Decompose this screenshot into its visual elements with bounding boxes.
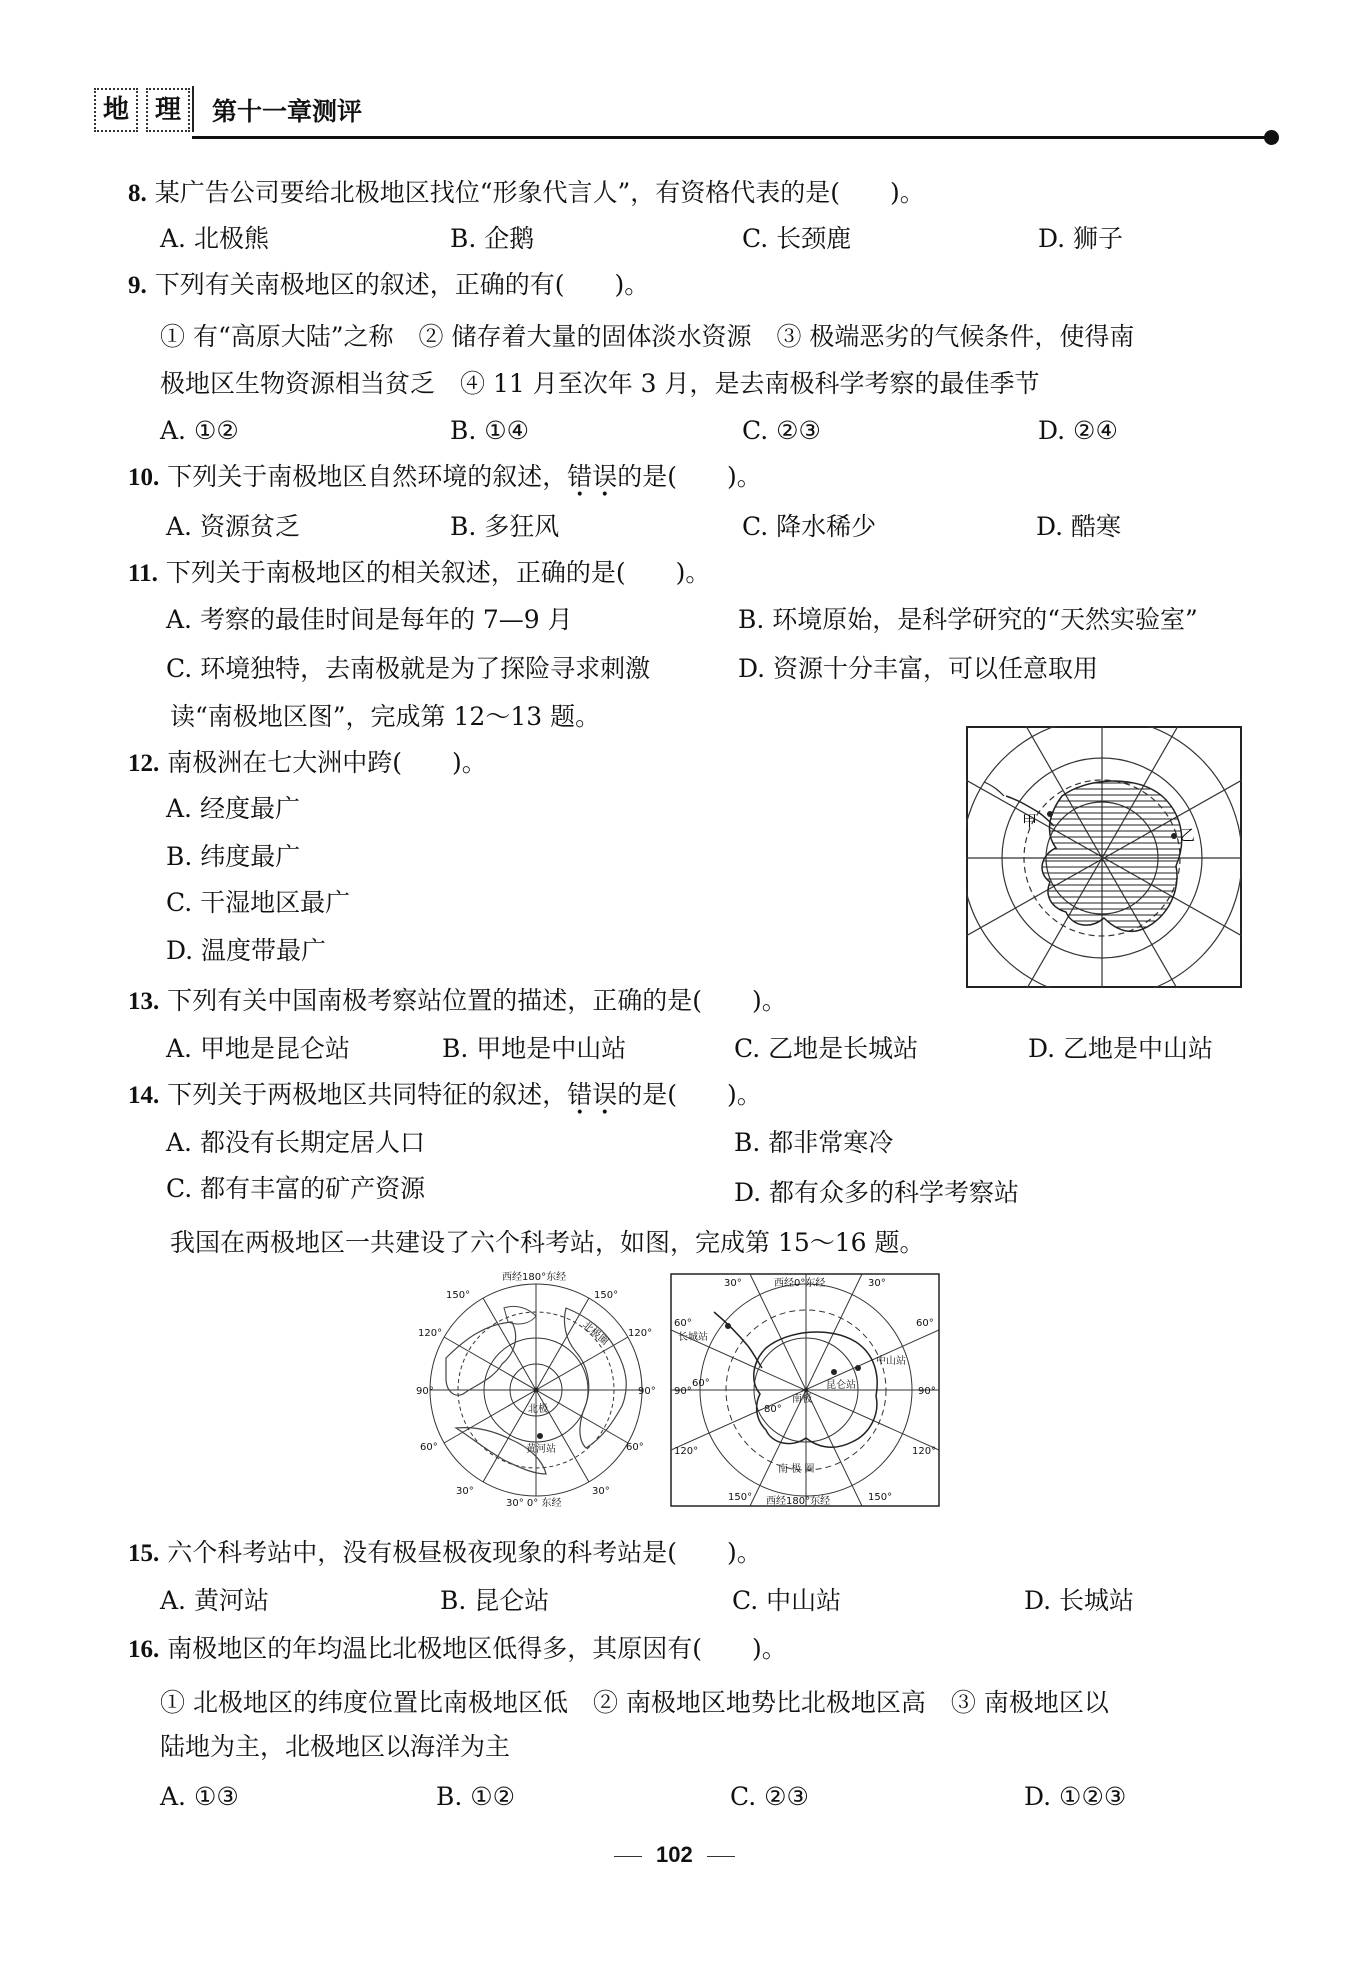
question-number: 11.: [128, 560, 158, 587]
page-number: [600, 1842, 749, 1868]
south-lon-label: 150°: [728, 1492, 753, 1503]
q14-option-b: B. 都非常寒冷: [734, 1128, 894, 1157]
header-rule: [192, 136, 1272, 139]
question-number: 14.: [128, 1082, 160, 1109]
q10-option-c: C. 降水稀少: [742, 512, 877, 541]
q11-option-b: B. 环境原始，是科学研究的“天然实验室”: [738, 605, 1198, 634]
q9-statement-line1: ① 有“高原大陆”之称 ② 储存着大量的固体淡水资源 ③ 极端恶劣的气候条件，使得南: [160, 322, 1135, 351]
q13-option-c: C. 乙地是长城站: [734, 1034, 919, 1063]
q9-statement-line2: 极地区生物资源相当贫乏 ④ 11 月至次年 3 月，是去南极科学考察的最佳季节: [160, 369, 1040, 398]
q16-option-a: A. ①③: [160, 1782, 239, 1811]
kunlun-station-label: 昆仑站: [826, 1380, 856, 1391]
arctic-lon-label: 30°: [592, 1486, 610, 1497]
q16-statement-line2: 陆地为主，北极地区以海洋为主: [160, 1732, 511, 1761]
question-stem: 下列关于两极地区共同特征的叙述，: [167, 1080, 568, 1109]
question-10: [128, 460, 762, 495]
south-bottom-label: 西经180°东经: [766, 1496, 831, 1507]
question-12: [128, 746, 487, 781]
north-pole-label: 北极: [528, 1404, 548, 1415]
great-wall-station-label: 长城站: [678, 1332, 708, 1343]
arctic-lon-label: 90°: [638, 1386, 656, 1397]
question-stem: 下列有关中国南极考察站位置的描述，正确的是( )。: [167, 986, 787, 1015]
q8-option-d: D. 狮子: [1038, 224, 1124, 253]
q9-option-d: D. ②④: [1038, 416, 1118, 445]
arctic-lon-label: 150°: [446, 1290, 471, 1301]
header-dot: [1264, 130, 1279, 145]
emphasis-char: 误: [592, 1080, 618, 1109]
question-stem-end: 的是( )。: [617, 462, 762, 491]
south-lon-label: 90°: [674, 1386, 692, 1397]
arctic-top-label: 西经180°东经: [502, 1272, 567, 1283]
question-14: [128, 1078, 762, 1113]
question-number: 10.: [128, 464, 160, 491]
subject-char: 地: [94, 88, 138, 132]
arctic-lon-label: 120°: [628, 1328, 653, 1339]
south-lon-label: 90°: [918, 1386, 936, 1397]
question-number: 8.: [128, 180, 147, 207]
q8-option-c: C. 长颈鹿: [742, 224, 852, 253]
south-pole-label: 南极: [792, 1394, 812, 1405]
q9-option-c: C. ②③: [742, 416, 821, 445]
south-lon-label: 120°: [912, 1446, 937, 1457]
question-stem: 下列有关南极地区的叙述，正确的有( )。: [154, 270, 650, 299]
south-lon-label: 120°: [674, 1446, 699, 1457]
q12-option-b: B. 纬度最广: [166, 842, 301, 871]
south-lon-label: 60°: [674, 1318, 692, 1329]
q11-option-d: D. 资源十分丰富，可以任意取用: [738, 654, 1099, 683]
question-stem: 六个科考站中，没有极昼极夜现象的科考站是( )。: [167, 1538, 762, 1567]
arctic-bottom-label: 30° 0° 东经: [506, 1498, 562, 1508]
page-number-text: 102: [656, 1842, 693, 1867]
page-dash-left: [614, 1856, 642, 1857]
emphasis-char: 误: [592, 462, 618, 491]
south-lon-label: 30°: [724, 1278, 742, 1289]
map-label-jia: 甲: [1022, 812, 1038, 830]
question-number: 12.: [128, 750, 160, 777]
q8-option-b: B. 企鹅: [450, 224, 535, 253]
question-15: [128, 1536, 762, 1571]
subject-char: 理: [146, 88, 190, 132]
question-number: 13.: [128, 988, 160, 1015]
arctic-lon-label: 60°: [420, 1442, 438, 1453]
q10-option-d: D. 酷寒: [1036, 512, 1122, 541]
q14-option-d: D. 都有众多的科学考察站: [734, 1178, 1020, 1207]
q16-option-c: C. ②③: [730, 1782, 809, 1811]
question-number: 9.: [128, 272, 147, 299]
question-9: [128, 268, 649, 303]
antarctic-circle-label: 南 极 圈: [778, 1464, 815, 1475]
arctic-lon-label: 120°: [418, 1328, 443, 1339]
south-polar-map: [670, 1268, 940, 1508]
q13-option-a: A. 甲地是昆仑站: [166, 1034, 350, 1063]
question-13: [128, 984, 787, 1019]
q9-option-b: B. ①④: [450, 416, 530, 445]
arctic-lon-label: 90°: [416, 1386, 434, 1397]
question-stem: 下列关于南极地区的相关叙述，正确的是( )。: [165, 558, 711, 587]
q12-option-c: C. 干湿地区最广: [166, 888, 351, 917]
q8-option-a: A. 北极熊: [160, 224, 269, 253]
page-dash-right: [707, 1856, 735, 1857]
south-lon-label: 30°: [868, 1278, 886, 1289]
q10-option-a: A. 资源贫乏: [166, 512, 300, 541]
south-lon-label: 60°: [916, 1318, 934, 1329]
q14-option-c: C. 都有丰富的矿产资源: [166, 1174, 426, 1203]
question-stem: 下列关于南极地区自然环境的叙述，: [167, 462, 568, 491]
question-stem: 南极地区的年均温比北极地区低得多，其原因有( )。: [167, 1634, 787, 1663]
arctic-lon-label: 150°: [594, 1290, 619, 1301]
question-8: [128, 176, 925, 211]
question-number: 15.: [128, 1540, 160, 1567]
intro-12-13: 读“南极地区图”，完成第 12～13 题。: [170, 702, 601, 731]
q15-option-d: D. 长城站: [1024, 1586, 1135, 1615]
south-lat-label: 80°: [764, 1404, 782, 1415]
q13-option-b: B. 甲地是中山站: [442, 1034, 627, 1063]
q16-statement-line1: ① 北极地区的纬度位置比南极地区低 ② 南极地区地势比北极地区高 ③ 南极地区以: [160, 1688, 1109, 1717]
question-stem: 南极洲在七大洲中跨( )。: [167, 748, 487, 777]
south-lat-label: 60°: [692, 1378, 710, 1389]
q15-option-a: A. 黄河站: [160, 1586, 269, 1615]
q15-option-b: B. 昆仑站: [440, 1586, 550, 1615]
arctic-lon-label: 30°: [456, 1486, 474, 1497]
q10-option-b: B. 多狂风: [450, 512, 560, 541]
emphasis-char: 错: [567, 1080, 593, 1109]
huanghe-station-label: 黄河站: [526, 1444, 556, 1455]
question-stem: 某广告公司要给北极地区找位“形象代言人”，有资格代表的是( )。: [154, 178, 925, 207]
q16-option-b: B. ①②: [436, 1782, 516, 1811]
south-top-label: 西经0°东经: [774, 1278, 826, 1289]
question-number: 16.: [128, 1636, 160, 1663]
map-label-yi: 乙: [1180, 826, 1196, 844]
question-16: [128, 1632, 787, 1667]
q11-option-c: C. 环境独特，去南极就是为了探险寻求刺激: [166, 654, 651, 683]
question-11: [128, 556, 710, 591]
zhongshan-station-label: 中山站: [876, 1356, 906, 1367]
q14-option-a: A. 都没有长期定居人口: [166, 1128, 425, 1157]
q13-option-d: D. 乙地是中山站: [1028, 1034, 1214, 1063]
subject-badge: [94, 88, 198, 132]
intro-15-16: 我国在两极地区一共建设了六个科考站，如图，完成第 15～16 题。: [170, 1228, 925, 1257]
emphasis-char: 错: [567, 462, 593, 491]
arctic-lon-label: 60°: [626, 1442, 644, 1453]
arctic-circle-label: 北极圈: [580, 1319, 611, 1348]
chapter-title: 第十一章测评: [212, 97, 363, 126]
q12-option-d: D. 温度带最广: [166, 936, 327, 965]
antarctic-map: [966, 726, 1242, 988]
q15-option-c: C. 中山站: [732, 1586, 842, 1615]
header-divider: [192, 86, 194, 132]
q11-option-a: A. 考察的最佳时间是每年的 7—9 月: [166, 605, 573, 634]
q9-option-a: A. ①②: [160, 416, 239, 445]
south-lon-label: 150°: [868, 1492, 893, 1503]
arctic-map: [416, 1268, 656, 1508]
q12-option-a: A. 经度最广: [166, 794, 300, 823]
question-stem-end: 的是( )。: [617, 1080, 762, 1109]
q16-option-d: D. ①②③: [1024, 1782, 1127, 1811]
